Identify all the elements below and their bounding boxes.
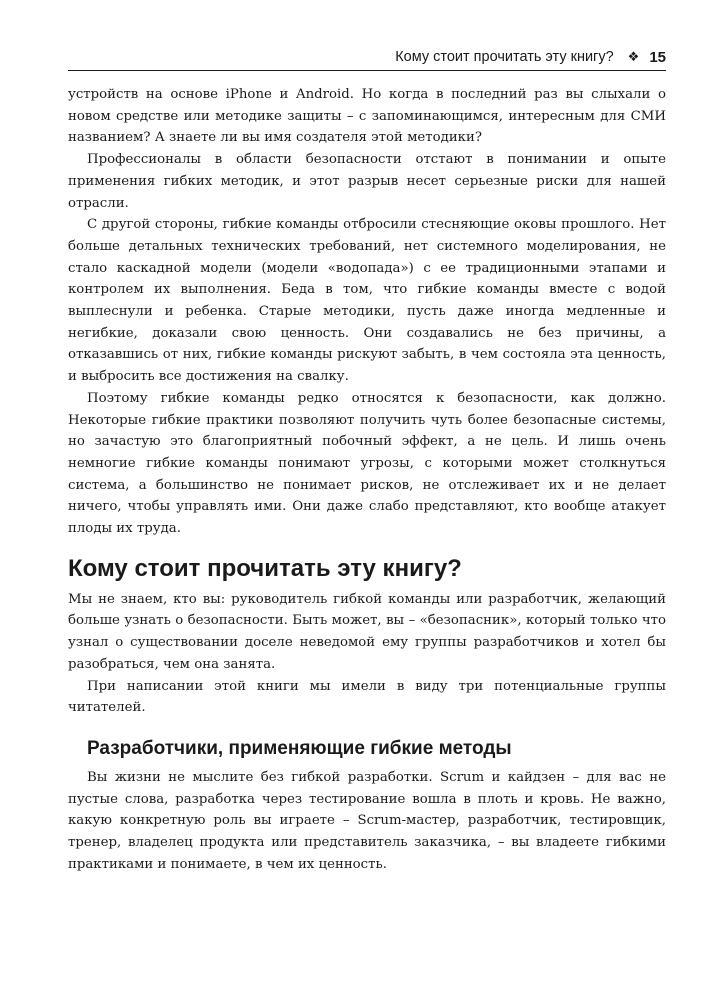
paragraph: Мы не знаем, кто вы: руководитель гибкой команды или разработчик, желающий больше узнать о безопасности. Быть может, вы – «безопасник», который только что узнал о существовании доселе неведомой ему группы разработчиков и хотел бы разобраться, чем она занята.: [68, 591, 666, 672]
paragraph: Вы жизни не мыслите без гибкой разработки. Scrum и кайдзен – для вас не пустые слова, разработка через тестирование вошла в плоть и кровь. Не важно, какую конкретную роль вы играете – Scrum-мастер, разработчик, тестировщик, тренер, владелец продукта или представитель заказчика, – вы владеете гибкими практиками и понимаете, в чем их ценность.: [68, 769, 666, 872]
paragraph-continued: устройств на основе iPhone и Android. Но когда в последний раз вы слыхали о новом средстве или методике защиты – с запоминающимся, интересным для СМИ названием? А знаете ли вы имя создателя этой методики?: [68, 87, 666, 146]
running-header: [68, 44, 666, 71]
page-number: 15: [649, 48, 666, 66]
paragraph: Поэтому гибкие команды редко относятся к безопасности, как должно. Некоторые гибкие практики позволяют получить чуть более безопасные системы, но зачастую это благоприятный побочный эффект, а не цель. И лишь очень немногие гибкие команды понимают угрозы, с которыми может столкнуться система, а большинство не понимает рисков, не отслеживает их и не делает ничего, чтобы управлять ими. Они даже слабо представляют, кто вообще атакует плоды их труда.: [68, 390, 666, 537]
page-content: [68, 84, 666, 876]
section-heading: Кому стоит прочитать эту книгу?: [68, 554, 462, 582]
paragraph: Профессионалы в области безопасности отстают в понимании и опыте применения гибких методик, и этот разрыв несет серьезные риски для нашей отрасли.: [68, 152, 666, 211]
paragraph: При написании этой книги мы имели в виду три потенциальные группы читателей.: [68, 678, 666, 716]
running-title: Кому стоит прочитать эту книгу?: [395, 49, 614, 65]
paragraph: С другой стороны, гибкие команды отбросили стесняющие оковы прошлого. Нет больше детальных технических требований, нет системного моделирования, не стало каскадной модели (модели «водопада») с ее традиционными этапами и контролем их выполнения. Беда в том, что гибкие команды вместе с водой выплеснули и ребенка. Старые методики, пусть даже иногда медленные и негибкие, доказали свою ценность. Они создавались не без причины, а отказавшись от них, гибкие команды рискуют забыть, в чем состояла эта ценность, и выбросить все достижения на свалку.: [68, 217, 666, 385]
subsection-heading: Разработчики, применяющие гибкие методы: [87, 737, 512, 759]
ornament-icon: ❖: [627, 49, 640, 64]
